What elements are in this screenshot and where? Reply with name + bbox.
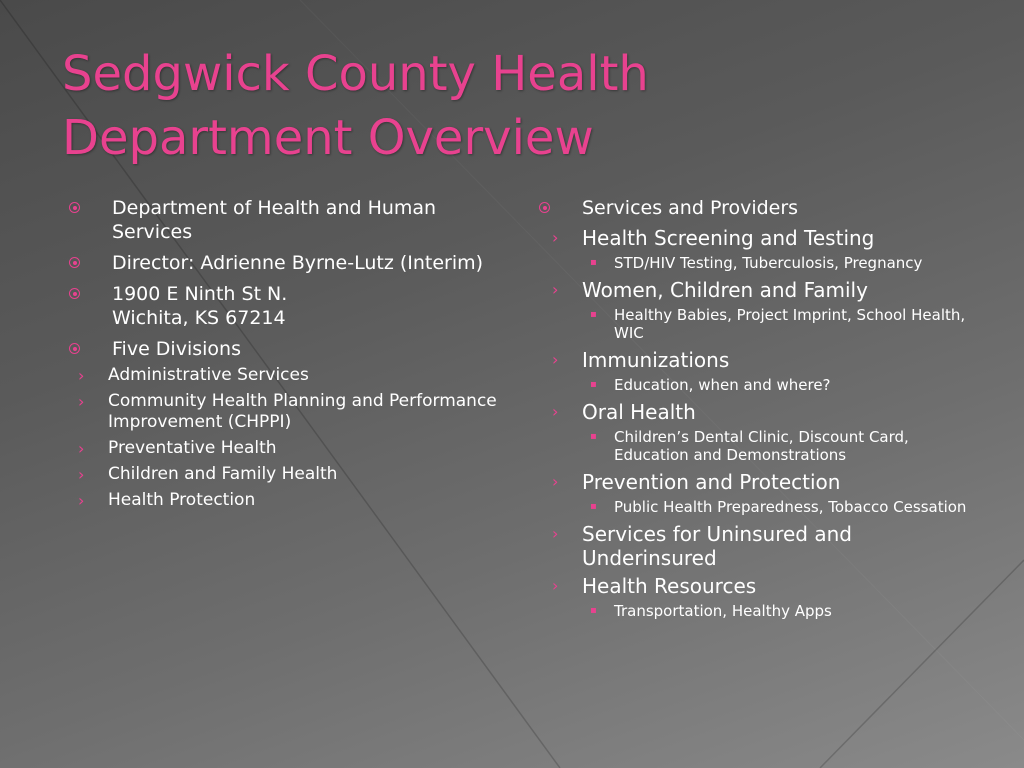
service-item: › Women, Children and Family ▪ Healthy Babies, Project Imprint, School Health, WIC <box>540 278 976 342</box>
title-line-2: Department Overview <box>62 110 594 166</box>
chevron-right-icon: › <box>552 524 559 543</box>
services-list <box>540 226 976 620</box>
chevron-right-icon: › <box>78 439 85 458</box>
bullet-icon <box>539 202 550 213</box>
list-item: Department of Health and Human Services <box>66 196 506 244</box>
chevron-right-icon: › <box>552 402 559 421</box>
dot-icon: ▪ <box>590 309 597 320</box>
divisions-list <box>66 365 506 511</box>
chevron-right-icon: › <box>552 576 559 595</box>
dot-icon: ▪ <box>590 501 597 512</box>
service-detail: ▪ STD/HIV Testing, Tuberculosis, Pregnancy <box>590 254 923 272</box>
chevron-right-icon: › <box>78 392 85 411</box>
division-item: › Community Health Planning and Performance Improvement (CHPPI) <box>78 391 497 432</box>
bullet-icon <box>69 257 80 268</box>
dot-icon: ▪ <box>590 431 597 442</box>
chevron-right-icon: › <box>552 280 559 299</box>
service-detail: ▪ Education, when and where? <box>590 376 831 394</box>
chevron-right-icon: › <box>78 366 85 385</box>
dot-icon: ▪ <box>590 605 597 616</box>
service-item: › Oral Health ▪ Children’s Dental Clinic, Discount Card, Education and Demonstrations <box>540 400 976 464</box>
division-item: › Children and Family Health <box>78 464 338 484</box>
chevron-right-icon: › <box>552 228 559 247</box>
bullet-icon <box>69 202 80 213</box>
right-column <box>536 196 976 627</box>
address-line-2: Wichita, KS 67214 <box>112 307 286 329</box>
services-heading: Services and Providers <box>582 197 799 219</box>
left-column <box>66 196 506 518</box>
division-item: › Preventative Health <box>78 438 277 458</box>
service-item: › Immunizations ▪ Education, when and where? <box>540 348 976 394</box>
division-item: › Health Protection <box>78 490 256 510</box>
bullet-icon <box>69 288 80 299</box>
chevron-right-icon: › <box>78 491 85 510</box>
dot-icon: ▪ <box>590 257 597 268</box>
service-detail: ▪ Public Health Preparedness, Tobacco Cessation <box>590 498 967 516</box>
chevron-right-icon: › <box>552 472 559 491</box>
dot-icon: ▪ <box>590 379 597 390</box>
slide-title <box>62 42 962 170</box>
services-item <box>536 196 976 620</box>
service-item: › Prevention and Protection ▪ Public Health Preparedness, Tobacco Cessation <box>540 470 976 516</box>
address-item <box>66 282 506 330</box>
service-item: › Health Screening and Testing ▪ STD/HIV Testing, Tuberculosis, Pregnancy <box>540 226 976 272</box>
service-item: › Services for Uninsured and Underinsured <box>552 522 852 570</box>
chevron-right-icon: › <box>552 350 559 369</box>
list-item: Director: Adrienne Byrne-Lutz (Interim) <box>66 251 506 275</box>
bullet-icon <box>69 343 80 354</box>
service-detail: ▪ Children’s Dental Clinic, Discount Card, Education and Demonstrations <box>590 428 909 464</box>
service-detail: ▪ Transportation, Healthy Apps <box>590 602 832 620</box>
service-item: › Health Resources ▪ Transportation, Healthy Apps <box>540 574 976 620</box>
title-line-1: Sedgwick County Health <box>62 46 649 102</box>
division-item: › Administrative Services <box>78 365 309 385</box>
chevron-right-icon: › <box>78 465 85 484</box>
address-line-1: 1900 E Ninth St N. <box>112 283 288 305</box>
divisions-item: Five Divisions › Administrative Services › Community Health Planning and Performance Improvement (CHPPI) › Preventative Health › Children and Family Health › Health Protection <box>66 337 506 511</box>
service-detail: ▪ Healthy Babies, Project Imprint, School Health, WIC <box>590 306 966 342</box>
